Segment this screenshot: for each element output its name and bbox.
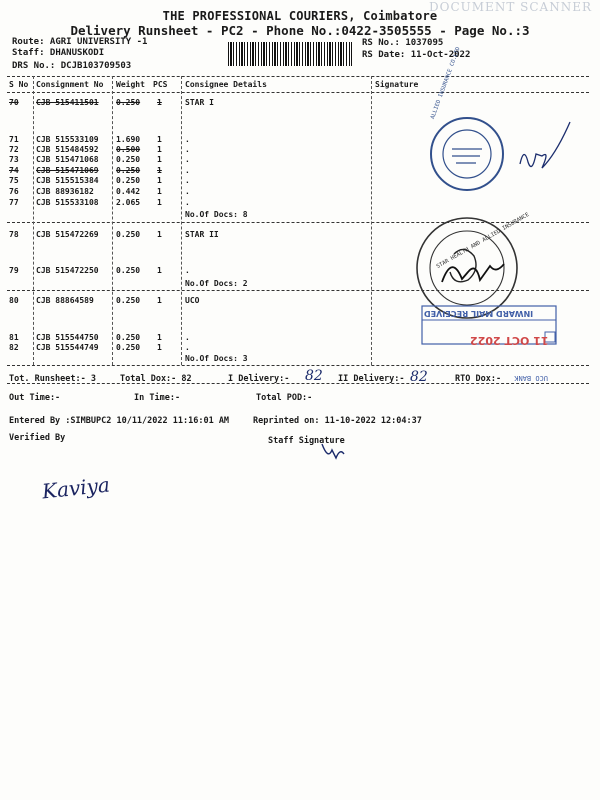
row-pcs: 1 (157, 145, 162, 154)
insurance-stamp-text: ALLIED INSURANCE CO.LTD (430, 46, 462, 121)
col-header-consignee: Consignee Details (185, 80, 267, 89)
row-sno: 72 (9, 145, 19, 154)
row-pcs: 1 (157, 176, 162, 185)
entered-by: Entered By :SIMBUPC2 10/11/2022 11:16:01 AM (9, 416, 230, 426)
row-weight: 0.250 (116, 296, 141, 305)
row-sno: 80 (9, 296, 19, 305)
docs-count: No.Of Docs: 3 (185, 354, 248, 363)
staff-signature (318, 440, 348, 464)
row-pcs: 1 (157, 296, 162, 305)
row-sno: 76 (9, 187, 19, 196)
star-stamp-text: STAR HEALTH AND ALLIED INSURANCE (435, 211, 531, 271)
first-delivery-label: I Delivery:- (228, 374, 290, 384)
row-pcs: 1 (157, 198, 162, 207)
row-consignee: . (185, 187, 190, 196)
second-delivery-label: II Delivery:- (338, 374, 405, 384)
row-weight: 0.250 (116, 266, 141, 275)
total-pod: Total POD:- (256, 393, 313, 403)
row-pcs: 1 (157, 230, 162, 239)
row-weight: 2.065 (116, 198, 141, 207)
col-header-consignment: Consignment No (36, 80, 104, 89)
row-consignee: . (185, 135, 190, 144)
table-top-rule (7, 76, 589, 77)
row-consignment: CJB 515533108 (36, 198, 99, 207)
verified-by: Verified By (9, 433, 66, 443)
inward-stamp-bottom: UCO BANK (514, 374, 548, 382)
row-weight: 0.250 (116, 176, 141, 185)
inward-stamp-title: INWARD MAIL RECEIVED (424, 309, 534, 318)
reprinted-on: Reprinted on: 11-10-2022 12:04:37 (253, 416, 422, 426)
out-time: Out Time:- (9, 393, 61, 403)
row-consignment: CJB 515484592 (36, 145, 99, 154)
rs-number: RS No.: 1037095 (362, 38, 444, 48)
drs-number: DRS No.: DCJB103709503 (12, 61, 132, 71)
rs-date: RS Date: 11-Oct-2022 (362, 50, 471, 60)
row-pcs: 1 (157, 333, 162, 342)
column-rule (112, 76, 113, 365)
recipient-signature (520, 122, 570, 168)
row-consignment: CJB 515472250 (36, 266, 99, 275)
table-header-rule (7, 92, 589, 93)
row-consignment: CJB 88864589 (36, 296, 94, 305)
rto-dox: RTO Dox:- (455, 374, 502, 384)
row-sno: 70 (9, 98, 19, 107)
row-consignment: CJB 515544749 (36, 343, 99, 352)
total-runsheet: Tot. Runsheet:- 3 (9, 374, 96, 384)
row-pcs: 1 (157, 343, 162, 352)
row-weight: 0.250 (116, 98, 141, 107)
row-sno: 77 (9, 198, 19, 207)
staff-signature-label: Staff Signature (268, 436, 345, 446)
col-header-weight: Weight (116, 80, 145, 89)
column-rule (33, 76, 34, 365)
row-weight: 0.250 (116, 333, 141, 342)
row-weight: 0.250 (116, 230, 141, 239)
inward-stamp-date: 11 OCT 2022 (470, 334, 549, 347)
runsheet-subtitle: Delivery Runsheet - PC2 - Phone No.:0422-3505555 - Page No.:3 (70, 23, 530, 38)
row-consignee: . (185, 333, 190, 342)
row-consignment: CJB 515471069 (36, 166, 99, 175)
row-consignee: . (185, 176, 190, 185)
row-sno: 79 (9, 266, 19, 275)
row-consignment: CJB 515471068 (36, 155, 99, 164)
verifier-handwritten-name: Kaviya (40, 472, 111, 504)
col-header-pcs: PCS (153, 80, 168, 89)
recipient-signature (442, 264, 504, 282)
row-weight: 0.250 (116, 155, 141, 164)
row-consignee: STAR I (185, 98, 214, 107)
row-consignee: STAR II (185, 230, 219, 239)
row-consignee: . (185, 343, 190, 352)
company-title: THE PROFESSIONAL COURIERS, Coimbatore (162, 9, 438, 23)
row-weight: 0.250 (116, 166, 141, 175)
row-sno: 75 (9, 176, 19, 185)
row-consignee: . (185, 266, 190, 275)
route-label: Route: AGRI UNIVERSITY -1 (12, 37, 148, 47)
row-sno: 82 (9, 343, 19, 352)
insurance-seal-stamp (431, 118, 503, 190)
scanner-watermark: DOCUMENT SCANNER (429, 0, 592, 14)
row-consignment: CJB 88936182 (36, 187, 94, 196)
row-consignment: CJB 515515384 (36, 176, 99, 185)
drs-barcode (228, 42, 352, 66)
row-consignment: CJB 515411501 (36, 98, 99, 107)
total-dox: Total Dox:- 82 (120, 374, 192, 384)
row-pcs: 1 (157, 135, 162, 144)
row-consignee: UCO (185, 296, 200, 305)
docs-count: No.Of Docs: 8 (185, 210, 248, 219)
row-consignment: CJB 515544750 (36, 333, 99, 342)
row-pcs: 1 (157, 187, 162, 196)
row-weight: 0.500 (116, 145, 141, 154)
row-consignee: . (185, 155, 190, 164)
row-consignee: . (185, 145, 190, 154)
row-sno: 78 (9, 230, 19, 239)
row-pcs: 1 (157, 166, 162, 175)
row-pcs: 1 (157, 98, 162, 107)
row-weight: 1.690 (116, 135, 141, 144)
row-sno: 71 (9, 135, 19, 144)
row-sno: 73 (9, 155, 19, 164)
row-consignment: CJB 515533109 (36, 135, 99, 144)
docs-count: No.Of Docs: 2 (185, 279, 248, 288)
row-pcs: 1 (157, 266, 162, 275)
column-rule (181, 76, 182, 365)
row-pcs: 1 (157, 155, 162, 164)
row-weight: 0.250 (116, 343, 141, 352)
first-delivery-count: 82 (305, 368, 323, 384)
row-consignment: CJB 515472269 (36, 230, 99, 239)
staff-label: Staff: DHANUSKODI (12, 48, 105, 58)
row-sno: 74 (9, 166, 19, 175)
row-weight: 0.442 (116, 187, 141, 196)
second-delivery-count: 82 (410, 369, 428, 385)
col-header-signature: Signature (375, 80, 419, 89)
row-consignee: . (185, 198, 190, 207)
col-header-sno: S No (9, 80, 29, 89)
row-consignee: . (185, 166, 190, 175)
row-sno: 81 (9, 333, 19, 342)
in-time: In Time:- (134, 393, 181, 403)
